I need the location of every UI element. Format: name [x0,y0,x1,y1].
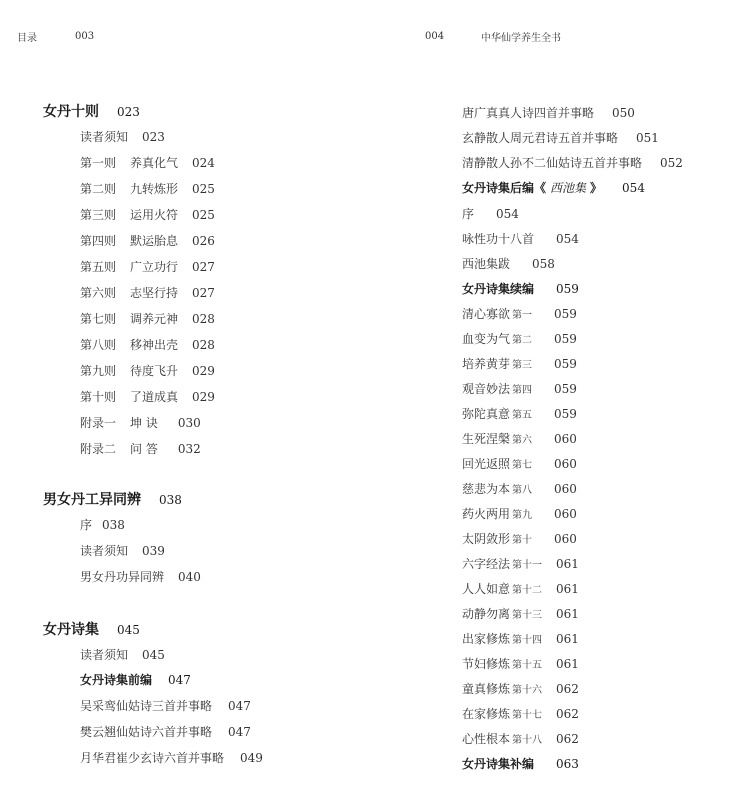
toc-entry-chapter[interactable] [80,180,215,198]
entry-title: 清静散人孙不二仙姑诗五首并事略 [462,156,643,170]
section-title-nvdan-shize[interactable] [43,103,140,121]
section-title-nvdan-shiji[interactable] [43,621,140,639]
entry-title: 读者须知 [80,130,129,144]
chapter-title: 运用火符 [130,208,179,222]
toc-entry-chapter[interactable] [80,154,215,172]
entry-page: 052 [660,156,683,170]
entry-page: 050 [612,106,635,120]
toc-entry-poem[interactable] [462,305,577,325]
entry-page: 029 [192,390,215,404]
toc-entry[interactable] [80,542,165,560]
toc-entry-poem[interactable] [462,530,577,550]
poem-number: 第十一 [512,560,543,571]
appendix-number: 附录一 [80,416,117,430]
entry-page: 049 [240,751,263,765]
entry-title: 咏性功十八首 [462,232,535,246]
toc-entry[interactable] [80,723,251,741]
toc-entry-poem[interactable] [462,405,577,425]
toc-entry-appendix[interactable] [80,414,201,432]
entry-page: 054 [496,207,519,221]
poem-title: 回光返照 [462,457,511,471]
entry-page: 059 [554,382,577,396]
entry-page: 054 [556,232,579,246]
toc-entry[interactable] [80,128,165,146]
poem-title: 培养黄芽 [462,357,511,371]
chapter-title: 默运胎息 [130,234,179,248]
poem-title: 出家修炼 [462,632,511,646]
entry-title: 序 [80,518,93,532]
chapter-title: 广立功行 [130,260,179,274]
entry-page: 047 [168,673,191,687]
header-book-title: 中华仙学养生全书 [481,33,561,44]
entry-title: 读者须知 [80,544,129,558]
poem-number: 第十七 [512,710,543,721]
toc-entry-poem[interactable] [462,430,577,450]
entry-page: 059 [554,407,577,421]
toc-entry-chapter[interactable] [80,258,215,276]
toc-entry-chapter[interactable] [80,284,215,302]
chapter-title: 了道成真 [130,390,179,404]
entry-title-emphasis: 西池集 [550,181,587,195]
entry-page: 039 [142,544,165,558]
entry-title: 女丹诗集 [43,622,99,638]
toc-entry-poem[interactable] [462,330,577,350]
poem-title: 太阴敛形 [462,532,511,546]
section-title-nannv-dangong[interactable] [43,491,182,509]
poem-title: 节妇修炼 [462,657,511,671]
chapter-title: 调养元神 [130,312,179,326]
poem-title: 心性根本 [462,732,511,746]
toc-entry-chapter[interactable] [80,206,215,224]
poem-title: 慈悲为本 [462,482,511,496]
toc-entry[interactable] [80,646,165,664]
toc-entry-poem[interactable] [462,730,579,750]
header-left-page-number: 003 [75,31,95,42]
toc-entry-poem[interactable] [462,555,579,575]
toc-entry-poem[interactable] [462,705,579,725]
entry-title: 月华君崔少玄诗六首并事略 [80,751,225,765]
chapter-title: 九转炼形 [130,182,179,196]
toc-entry[interactable] [462,104,635,122]
entry-page: 028 [192,312,215,326]
entry-page: 045 [142,648,165,662]
entry-page: 032 [177,442,201,456]
toc-entry-poem[interactable] [462,680,579,700]
entry-page: 061 [556,582,579,596]
entry-title: 西池集跋 [462,257,511,271]
appendix-number: 附录二 [80,442,117,456]
poem-number: 第十四 [512,635,543,646]
entry-page: 038 [102,518,125,532]
toc-entry-poem[interactable] [462,505,577,525]
entry-page: 060 [554,507,577,521]
entry-page: 038 [159,493,182,507]
poem-number: 第四 [512,385,533,396]
entry-title: 玄静散人周元君诗五首并事略 [462,131,619,145]
poem-title: 童真修炼 [462,682,511,696]
toc-entry[interactable] [80,516,125,534]
poem-title: 观音妙法 [462,382,511,396]
toc-subsection-bubian[interactable] [462,755,579,773]
entry-page: 061 [556,557,579,571]
poem-title: 人人如意 [462,582,511,596]
poem-number: 第三 [512,360,533,371]
entry-title: 女丹诗集后编《 [462,181,547,195]
chapter-number: 第七则 [80,312,117,326]
toc-entry-poem[interactable] [462,605,579,625]
entry-page: 059 [554,357,577,371]
entry-page: 062 [556,682,579,696]
toc-subsection-xubian[interactable] [462,280,579,298]
poem-number: 第七 [512,460,533,471]
entry-title: 读者须知 [80,648,129,662]
poem-title: 药火两用 [462,507,511,521]
entry-page: 054 [622,181,645,195]
toc-entry[interactable] [80,697,251,715]
toc-entry-chapter[interactable] [80,388,215,406]
toc-entry-poem[interactable] [462,580,579,600]
entry-page: 063 [556,757,579,771]
entry-page: 060 [554,482,577,496]
toc-entry-poem[interactable] [462,355,577,375]
poem-number: 第八 [512,485,533,496]
entry-page: 059 [556,282,579,296]
entry-page: 060 [554,432,577,446]
entry-page: 029 [192,364,215,378]
chapter-number: 第三则 [80,208,117,222]
toc-entry[interactable] [462,129,659,147]
chapter-number: 第九则 [80,364,117,378]
entry-page: 061 [556,657,579,671]
entry-title-close: 》 [590,181,603,195]
entry-page: 061 [556,632,579,646]
poem-title: 六字经法 [462,557,511,571]
chapter-title: 待度飞升 [130,364,179,378]
entry-page: 024 [192,156,215,170]
entry-title: 唐广真真人诗四首并事略 [462,106,595,120]
entry-page: 023 [142,130,165,144]
header-left-label: 目录 [17,33,37,44]
entry-page: 061 [556,607,579,621]
chapter-title: 志坚行持 [130,286,179,300]
entry-title: 樊云翘仙姑诗六首并事略 [80,725,213,739]
poem-number: 第十二 [512,585,543,596]
poem-number: 第六 [512,435,533,446]
entry-page: 060 [554,532,577,546]
toc-entry[interactable] [462,154,683,172]
poem-number: 第十五 [512,660,543,671]
chapter-title: 养真化气 [130,156,179,170]
entry-page: 027 [192,286,215,300]
chapter-number: 第四则 [80,234,117,248]
chapter-number: 第一则 [80,156,117,170]
poem-title: 清心寡欲 [462,307,511,321]
entry-page: 060 [554,457,577,471]
chapter-number: 第二则 [80,182,117,196]
poem-number: 第五 [512,410,533,421]
entry-page: 058 [532,257,555,271]
toc-entry-appendix[interactable] [80,440,201,458]
entry-title: 男女丹功异同辨 [80,570,165,584]
poem-number: 第十 [512,535,533,546]
appendix-title: 问 答 [130,442,158,456]
toc-entry-poem[interactable] [462,655,579,675]
toc-entry-chapter[interactable] [80,232,215,250]
chapter-number: 第六则 [80,286,117,300]
toc-entry[interactable] [462,230,579,248]
chapter-number: 第十则 [80,390,117,404]
entry-page: 026 [192,234,215,248]
toc-entry-poem[interactable] [462,630,579,650]
entry-page: 040 [178,570,201,584]
entry-title: 男女丹工异同辨 [43,492,141,508]
toc-entry[interactable] [462,255,555,273]
poem-number: 第十六 [512,685,543,696]
poem-title: 动静勿离 [462,607,511,621]
poem-title: 在家修炼 [462,707,511,721]
toc-entry-chapter[interactable] [80,336,215,354]
entry-page: 051 [636,131,659,145]
chapter-number: 第八则 [80,338,117,352]
entry-title: 吴采鸾仙姑诗三首并事略 [80,699,213,713]
toc-entry-chapter[interactable] [80,362,215,380]
poem-title: 弥陀真意 [462,407,511,421]
toc-entry-poem[interactable] [462,455,577,475]
entry-title: 女丹诗集续编 [462,282,535,296]
poem-number: 第九 [512,510,533,521]
entry-page: 045 [117,623,140,637]
entry-title: 女丹十则 [43,104,99,120]
poem-number: 第二 [512,335,533,346]
header-right-page-number: 004 [425,31,445,42]
entry-page: 047 [228,699,251,713]
entry-page: 062 [556,707,579,721]
entry-title: 女丹诗集补编 [462,757,535,771]
chapter-title: 移神出壳 [130,338,179,352]
entry-page: 047 [228,725,251,739]
entry-page: 025 [192,208,215,222]
entry-title: 女丹诗集前编 [80,673,153,687]
toc-entry[interactable] [462,205,519,223]
toc-entry-chapter[interactable] [80,310,215,328]
toc-entry[interactable] [80,749,263,767]
poem-number: 第十八 [512,735,543,746]
toc-subsection-qianbian[interactable] [80,671,191,689]
toc-entry[interactable] [80,568,201,586]
entry-page: 027 [192,260,215,274]
entry-page: 023 [117,105,140,119]
toc-entry-poem[interactable] [462,480,577,500]
entry-page: 059 [554,307,577,321]
poem-title: 生死涅槃 [462,432,511,446]
poem-title: 血变为气 [462,332,511,346]
toc-entry-poem[interactable] [462,380,577,400]
appendix-title: 坤 诀 [130,416,158,430]
poem-number: 第一 [512,310,533,321]
entry-page: 028 [192,338,215,352]
entry-page: 062 [556,732,579,746]
entry-page: 059 [554,332,577,346]
chapter-number: 第五则 [80,260,117,274]
entry-title: 序 [462,207,475,221]
entry-page: 025 [192,182,215,196]
entry-page: 030 [177,416,201,430]
poem-number: 第十三 [512,610,543,621]
toc-subsection-houbian[interactable] [462,179,645,197]
